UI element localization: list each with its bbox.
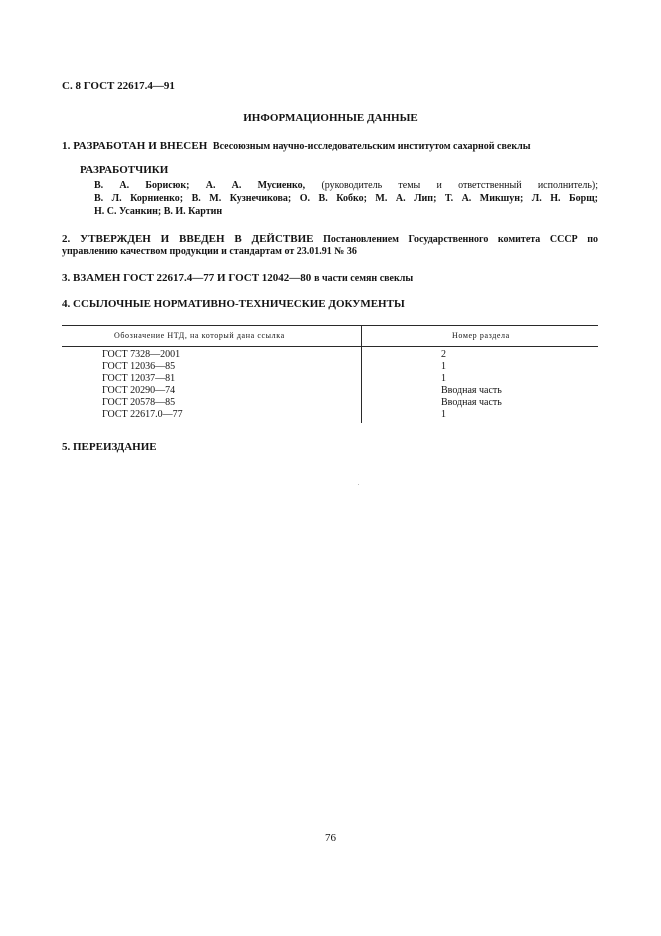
section-3 <box>62 272 413 284</box>
page-header: С. 8 ГОСТ 22617.4—91 <box>62 80 175 92</box>
section-2-line-1 <box>62 233 598 245</box>
section-3-text: в части семян свеклы <box>314 273 414 284</box>
table-cell-doc: ГОСТ 20290—74 <box>102 385 176 396</box>
table-cell-section: 1 <box>441 409 446 420</box>
section-1 <box>62 140 531 152</box>
table-cell-section: 1 <box>441 361 446 372</box>
table-header-doc: Обозначение НТД, на который дана ссылка <box>114 331 285 340</box>
table-cell-section: Вводная часть <box>441 397 502 408</box>
section-2-text-1: Постановлением Государственного комитета СССР по <box>323 234 599 245</box>
section-2-lead: 2. УТВЕРЖДЕН И ВВЕДЕН В ДЕЙСТВИЕ <box>62 233 314 245</box>
table-cell-section: 2 <box>441 349 446 360</box>
table-cell-doc: ГОСТ 12037—81 <box>102 373 176 384</box>
developers-heading: РАЗРАБОТЧИКИ <box>80 164 169 176</box>
section-1-text: Всесоюзным научно-исследовательским институтом сахарной свеклы <box>212 141 531 152</box>
table-header-section: Номер раздела <box>452 331 510 340</box>
table-top-rule <box>62 325 598 326</box>
table-header-rule <box>62 346 598 347</box>
table-cell-doc: ГОСТ 20578—85 <box>102 397 176 408</box>
section-1-lead: 1. РАЗРАБОТАН И ВНЕСЕН <box>62 140 208 152</box>
section-4-heading: 4. ССЫЛОЧНЫЕ НОРМАТИВНО-ТЕХНИЧЕСКИЕ ДОКУМЕНТЫ <box>62 298 405 310</box>
developers-line-3: Н. С. Усанкин; В. И. Картин <box>94 206 223 217</box>
speck-mark <box>358 484 359 485</box>
developers-line-2: В. Л. Корниенко; В. М. Кузнечикова; О. В. Кобко; М. А. Лип; Т. А. Микшун; Л. Н. Борщ; <box>94 193 598 204</box>
table-cell-doc: ГОСТ 22617.0—77 <box>102 409 183 420</box>
table-cell-doc: ГОСТ 12036—85 <box>102 361 176 372</box>
developers-line-1-names: В. А. Борисюк; А. А. Мусиенко, <box>94 180 306 191</box>
developers-line-1 <box>94 180 598 191</box>
table-cell-doc: ГОСТ 7328—2001 <box>102 349 181 360</box>
section-3-lead: 3. ВЗАМЕН ГОСТ 22617.4—77 И ГОСТ 12042—80 <box>62 272 312 284</box>
table-cell-section: 1 <box>441 373 446 384</box>
page-number: 76 <box>325 832 336 844</box>
developers-line-1-rest: (руководитель темы и ответственный исполнитель); <box>321 180 599 191</box>
page-title: ИНФОРМАЦИОННЫЕ ДАННЫЕ <box>243 112 418 124</box>
section-2-text-2: управлению качеством продукции и стандартам от 23.01.91 № 36 <box>62 246 357 257</box>
section-5-heading: 5. ПЕРЕИЗДАНИЕ <box>62 441 157 453</box>
table-column-divider <box>361 325 362 423</box>
table-cell-section: Вводная часть <box>441 385 502 396</box>
